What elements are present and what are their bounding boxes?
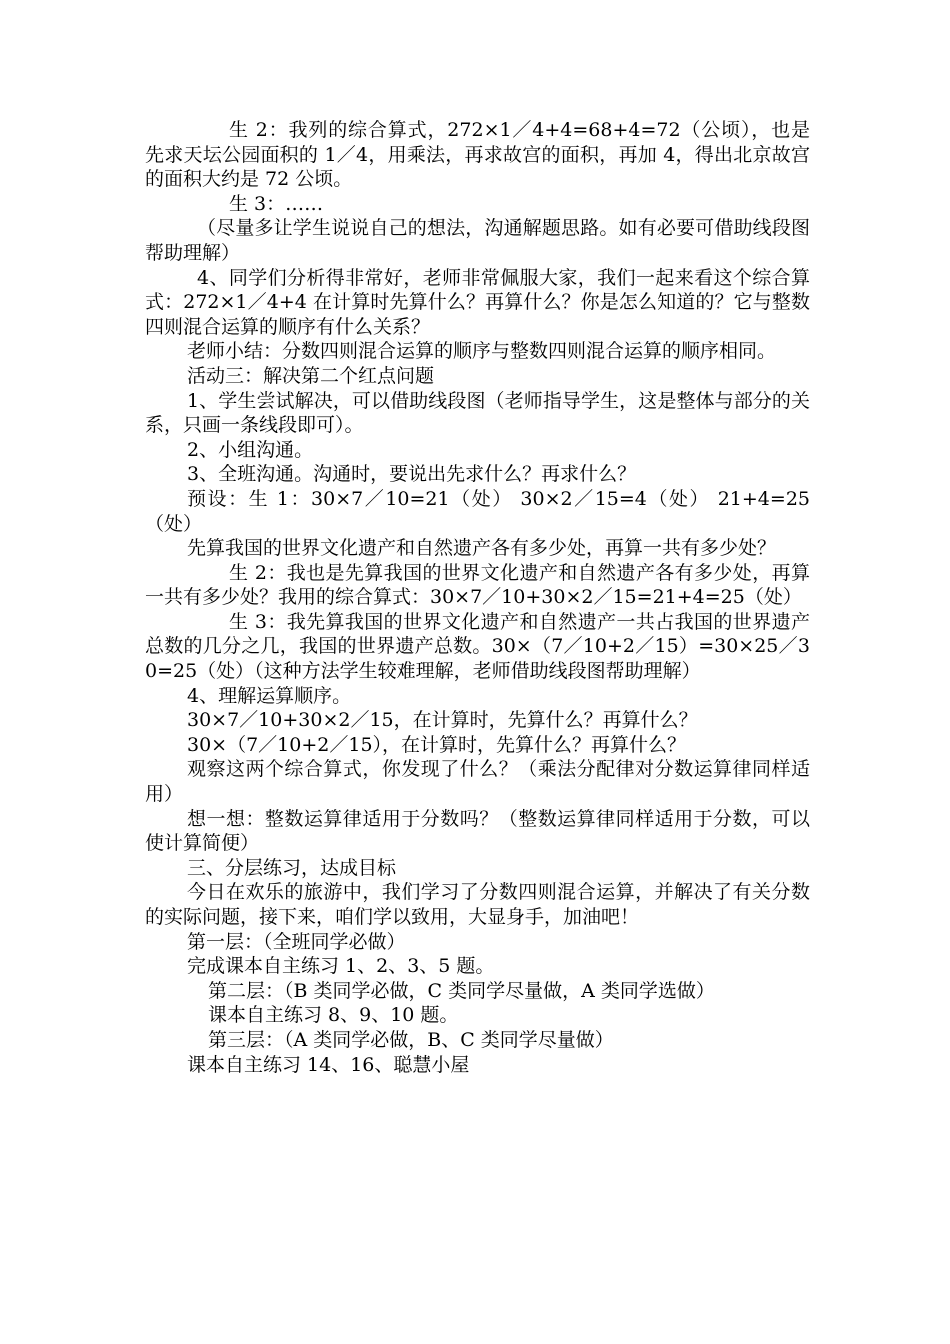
paragraph-student1-explanation: 先算我国的世界文化遗产和自然遗产各有多少处，再算一共有多少处？ — [187, 537, 777, 560]
paragraph-level2-task: 课本自主练习 8、9、10 题。 — [208, 1004, 459, 1027]
paragraph-activity3-step2: 2、小组沟通。 — [187, 438, 314, 461]
paragraph-activity3-heading: 活动三：解决第二个红点问题 — [187, 364, 435, 387]
paragraph-level1-task: 完成课本自主练习 1、2、3、5 题。 — [187, 955, 495, 978]
paragraph-teacher-summary: 老师小结：分数四则混合运算的顺序与整数四则混合运算的顺序相同。 — [187, 340, 777, 363]
paragraph-student3: 生 3：…… — [229, 192, 324, 215]
paragraph-activity3-step4: 4、理解运算顺序。 — [187, 684, 352, 707]
paragraph-student2-answer: 生 2：我列的综合算式，272×1／4+4=68+4=72（公顷），也是先求天坛公园面积的 1／4，用乘法，再求故宫的面积，再加 4，得出北京故宫的面积大约是 72 公顷。 — [145, 119, 810, 191]
paragraph-teacher-note: （尽量多让学生说说自己的想法，沟通解题思路。如有必要可借助线段图帮助理解） — [145, 217, 810, 264]
paragraph-think: 想一想：整数运算律适用于分数吗？（整数运算律同样适用于分数，可以使计算简便） — [145, 807, 810, 855]
paragraph-student2-method: 生 2：我也是先算我国的世界文化遗产和自然遗产各有多少处，再算一共有多少处？我用的综合算式：30×7／10+30×2／15=21+4=25（处） — [145, 561, 810, 609]
paragraph-activity3-step1: 1、学生尝试解决，可以借助线段图（老师指导学生，这是整体与部分的关系，只画一条线段即可）。 — [145, 389, 810, 437]
paragraph-step4-analysis: 4、同学们分析得非常好，老师非常佩服大家，我们一起来看这个综合算式：272×1／4+4 在计算时先算什么？再算什么？你是怎么知道的？它与整数四则混合运算的顺序有什么关系？ — [145, 266, 810, 338]
paragraph-practice-intro: 今日在欢乐的旅游中，我们学习了分数四则混合运算，并解决了有关分数的实际问题，接下来，咱们学以致用，大显身手，加油吧！ — [145, 881, 810, 928]
paragraph-activity3-step3: 3、全班沟通。沟通时，要说出先求什么？再求什么？ — [187, 463, 637, 486]
paragraph-expression2-question: 30×（7／10+2／15），在计算时，先算什么？再算什么？ — [187, 733, 687, 756]
paragraph-student3-method: 生 3：我先算我国的世界文化遗产和自然遗产一共占我国的世界遗产总数的几分之几，我国的世界遗产总数。30×（7／10+2／15）=30×25／30=25（处）（这种方法学生较难理解，老师借助线段图帮助理解） — [145, 610, 810, 683]
paragraph-observe: 观察这两个综合算式，你发现了什么？（乘法分配律对分数运算律同样适用） — [145, 758, 810, 806]
paragraph-level2: 第二层：（B 类同学必做，C 类同学尽量做，A 类同学选做） — [208, 979, 715, 1002]
paragraph-expression1-question: 30×7／10+30×2／15，在计算时，先算什么？再算什么？ — [187, 709, 698, 732]
paragraph-section3-heading: 三、分层练习，达成目标 — [187, 856, 397, 879]
paragraph-level1: 第一层：（全班同学必做） — [187, 930, 406, 953]
paragraph-level3: 第三层：（A 类同学必做，B、C 类同学尽量做） — [208, 1028, 614, 1051]
paragraph-level3-task: 课本自主练习 14、16、聪慧小屋 — [187, 1053, 470, 1076]
paragraph-preset-student1: 预设：生 1：30×7／10=21（处） 30×2／15=4（处） 21+4=25（处） — [145, 487, 810, 535]
